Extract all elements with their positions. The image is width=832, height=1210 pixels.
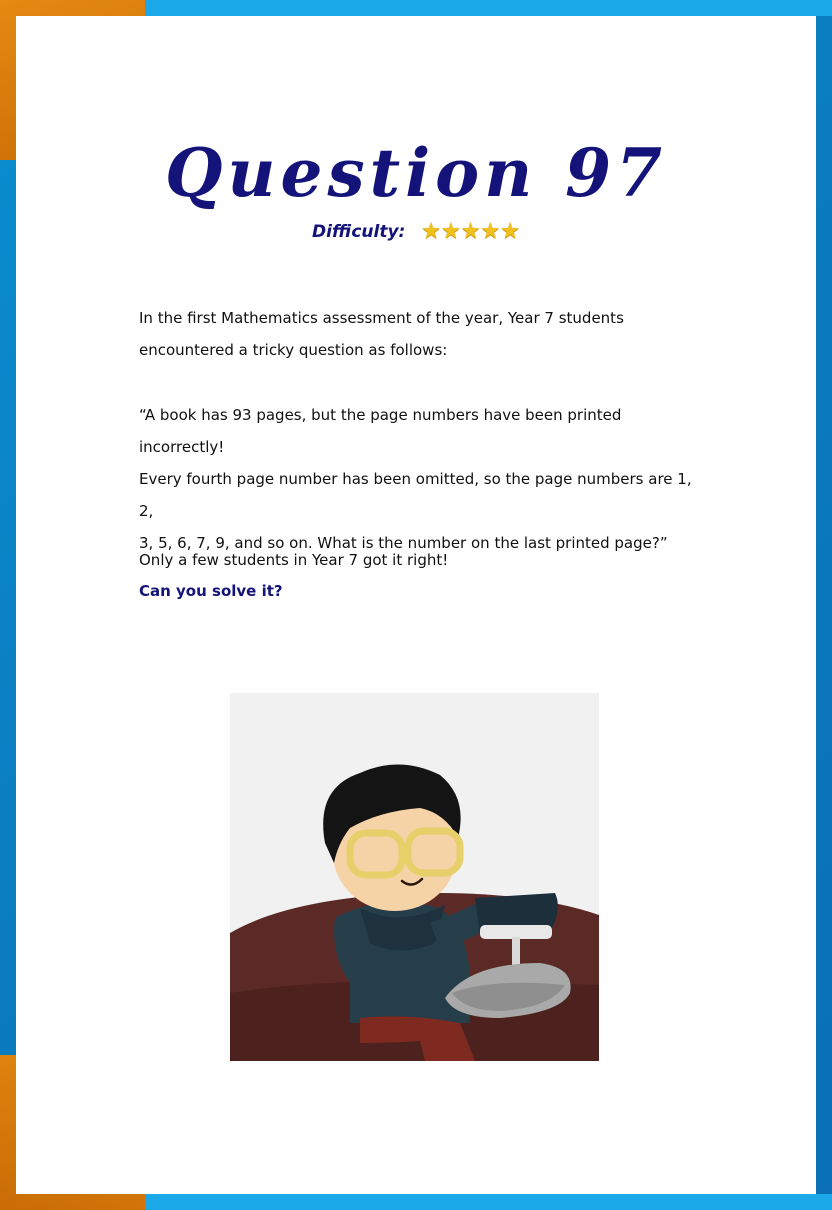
call-to-action: Can you solve it? <box>139 582 283 600</box>
quote-line: “A book has 93 pages, but the page numbers have been printed incorrectly! <box>139 406 622 456</box>
intro-line: In the first Mathematics assessment of the year, Year 7 students <box>139 309 624 327</box>
difficulty-stars <box>421 221 520 243</box>
star-icon: ★ <box>421 219 441 244</box>
intro-line: encountered a tricky question as follows: <box>139 341 448 359</box>
star-icon: ★ <box>441 219 461 244</box>
closing-paragraph <box>139 544 699 606</box>
star-icon: ★ <box>480 219 501 244</box>
difficulty-rating <box>16 221 816 243</box>
closing-note: Only a few students in Year 7 got it right! <box>139 551 449 569</box>
question-title: Question 97 <box>164 134 667 212</box>
worksheet-page <box>16 16 816 1194</box>
quote-line: Every fourth page number has been omitted, so the page numbers are 1, 2, <box>139 470 692 520</box>
difficulty-label: Difficulty: <box>312 222 406 242</box>
question-quote <box>139 399 699 559</box>
student-illustration <box>230 693 599 1061</box>
border-band-bottom <box>145 1194 832 1210</box>
star-icon: ★ <box>460 219 481 244</box>
quote-line: 3, 5, 6, 7, 9, and so on. What is the number on the last printed page?” <box>139 534 668 552</box>
intro-paragraph <box>139 302 699 366</box>
border-band-top <box>145 0 832 16</box>
star-icon: ★ <box>500 219 520 244</box>
